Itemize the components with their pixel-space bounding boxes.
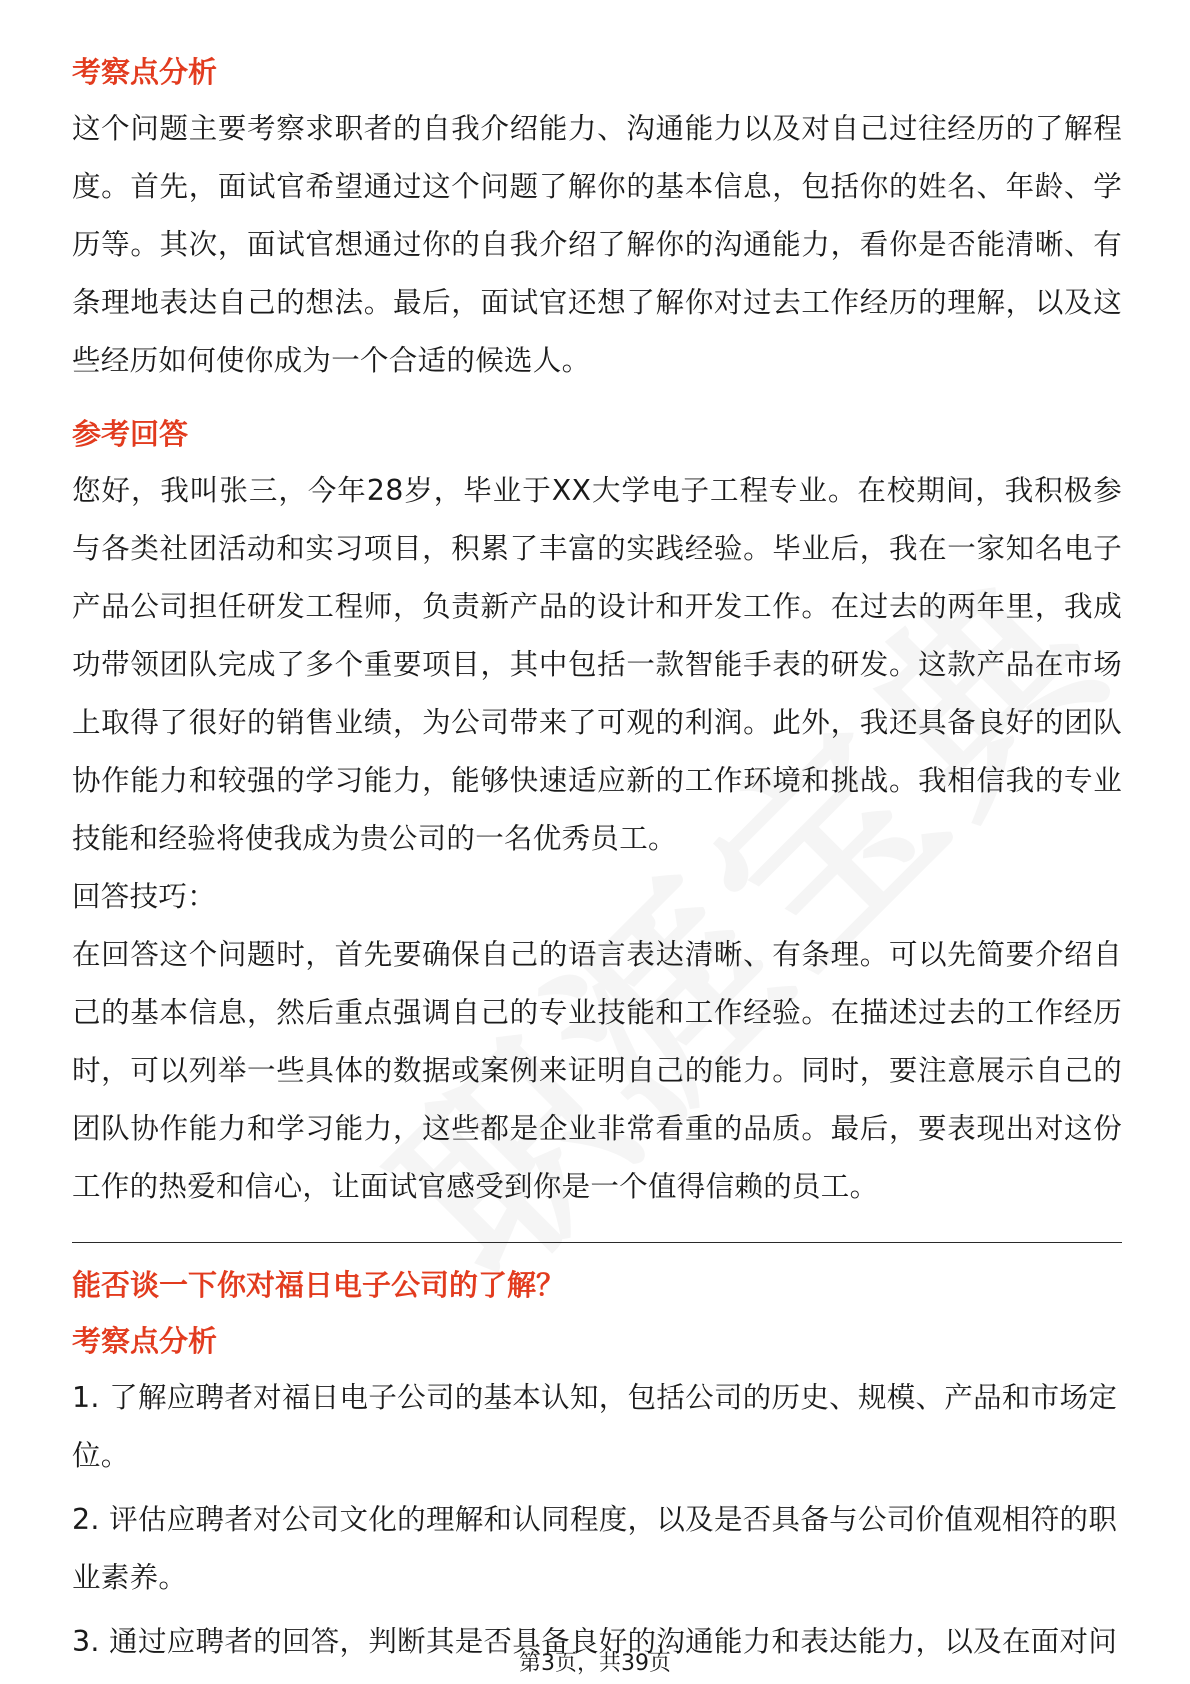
question-title: 能否谈一下你对福日电子公司的了解？ [72, 1268, 566, 1302]
list-item: 2. 评估应聘者对公司文化的理解和认同程度，以及是否具备与公司价值观相符的职业素养。 [72, 1503, 1118, 1594]
reference-answer-section [72, 406, 1122, 1216]
analysis-text: 这个问题主要考察求职者的自我介绍能力、沟通能力以及对自己过往经历的了解程度。首先，面试官希望通过这个问题了解你的基本信息，包括你的姓名、年龄、学历等。其次，面试官想通过你的自我介绍了解你的沟通能力，看你是否能清晰、有条理地表达自己的想法。最后，面试官还想了解你对过去工作经历的理解，以及这些经历如何使你成为一个合适的候选人。 [72, 112, 1122, 377]
analysis-heading: 考察点分析 [72, 55, 218, 89]
list-item: 3. 通过应聘者的回答，判断其是否具备良好的沟通能力和表达能力，以及在面对问 [72, 1625, 1118, 1658]
answer-tips-label: 回答技巧： [72, 880, 217, 913]
question-analysis-heading: 考察点分析 [72, 1324, 218, 1358]
list-item: 1. 了解应聘者对福日电子公司的基本认知，包括公司的历史、规模、产品和市场定位。 [72, 1381, 1118, 1472]
answer-tips-text: 在回答这个问题时，首先要确保自己的语言表达清晰、有条理。可以先简要介绍自己的基本信息，然后重点强调自己的专业技能和工作经验。在描述过去的工作经历时，可以列举一些具体的数据或案例来证明自己的能力。同时，要注意展示自己的团队协作能力和学习能力，这些都是企业非常看重的品质。最后，要表现出对这份工作的热爱和信心，让面试官感受到你是一个值得信赖的员工。 [72, 938, 1122, 1203]
section-divider [72, 1242, 1122, 1243]
reference-answer-heading: 参考回答 [72, 417, 189, 451]
document-body [72, 44, 1122, 1677]
page-number: 第3页，共39页 [519, 1651, 671, 1676]
reference-answer-text: 您好，我叫张三，今年28岁，毕业于XX大学电子工程专业。在校期间，我积极参与各类社团活动和实习项目，积累了丰富的实践经验。毕业后，我在一家知名电子产品公司担任研发工程师，负责新产品的设计和开发工作。在过去的两年里，我成功带领团队完成了多个重要项目，其中包括一款智能手表的研发。这款产品在市场上取得了很好的销售业绩，为公司带来了可观的利润。此外，我还具备良好的团队协作能力和较强的学习能力，能够快速适应新的工作环境和挑战。我相信我的专业技能和经验将使我成为贵公司的一名优秀员工。 [72, 474, 1122, 855]
question-section [72, 1257, 1122, 1671]
analysis-section [72, 44, 1122, 390]
